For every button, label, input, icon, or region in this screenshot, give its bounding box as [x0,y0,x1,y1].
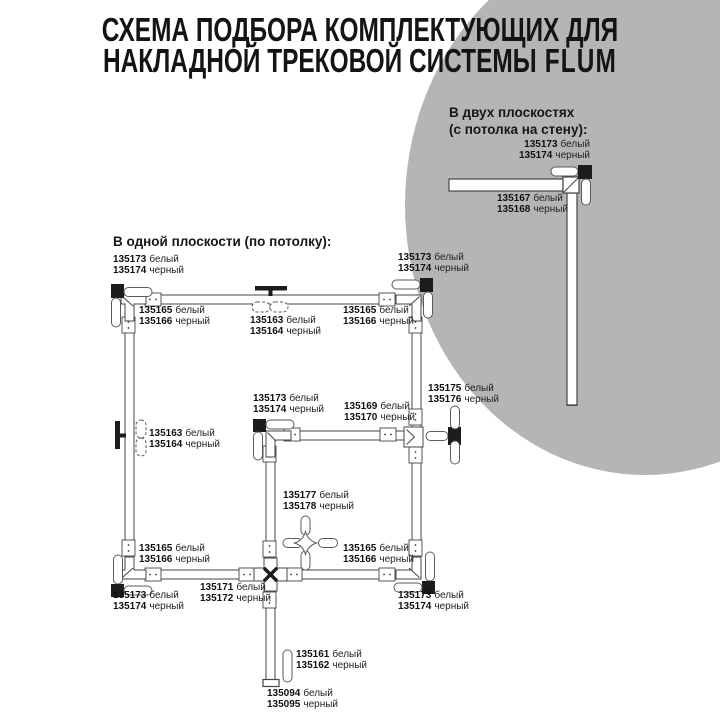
part-color: белый [149,254,179,265]
part-number: 135173 [113,590,147,601]
part-number: 135174 [398,262,432,274]
part-number: 135166 [139,315,173,327]
part-number: 135174 [113,264,147,276]
part-color: черный [434,600,470,612]
part-color: черный [533,203,569,215]
part-number: 135163 [250,315,284,326]
label-bl-corner [139,544,210,565]
label-row [428,395,499,406]
part-color: белый [464,383,494,394]
label-row [113,602,184,613]
heading-one-plane: В одной плоскости (по потолку): [113,234,332,249]
label-2pl-corner [497,194,568,215]
part-number: 135173 [113,254,147,265]
label-end-cap [267,689,338,710]
label-center-flex [253,394,324,415]
part-color: черный [379,553,415,565]
track-horizontal [449,179,563,191]
title-line-1: СХЕМА ПОДБОРА КОМПЛЕКТУЮЩИХ ДЛЯ [101,11,619,48]
part-color: белый [185,428,215,439]
part-number: 135175 [428,383,462,394]
label-row [519,151,590,162]
label-row [113,266,184,277]
track-top [146,295,396,304]
part-color: черный [555,149,590,161]
label-bl-flex [113,591,184,612]
part-color: белый [286,315,316,326]
label-br-flex [398,591,469,612]
part-color: черный [303,698,339,710]
part-color: белый [303,688,333,699]
label-br-corner [343,544,414,565]
part-number: 135163 [149,428,183,439]
label-row [343,317,414,328]
part-number: 135162 [296,659,330,671]
page-title [10,11,710,79]
part-number: 135174 [518,149,553,161]
label-tl-flex [113,255,184,276]
part-number: 135169 [344,401,378,412]
track-end-cap [263,680,279,687]
brand-name: FLUM [544,42,618,79]
label-tl-corner [139,306,210,327]
part-color: черный [380,411,416,423]
part-number: 135164 [149,438,183,450]
part-color: белый [434,252,464,263]
part-number: 135161 [296,649,330,660]
label-row [344,413,415,424]
label-row [296,661,367,672]
part-number: 135173 [398,590,432,601]
part-number: 135173 [398,252,432,263]
straight-connector-left [136,420,146,456]
title-line-2 [101,42,619,79]
part-color: черный [149,600,185,612]
part-color: белый [175,543,205,554]
part-color: черный [286,325,322,337]
part-number: 135166 [139,553,173,565]
part-color: черный [319,500,355,512]
part-color: черный [434,262,470,274]
power-feed-left [115,421,126,449]
part-number: 135166 [343,553,377,565]
part-color: белый [533,193,563,204]
t-joint [404,427,423,447]
label-t-adapter [428,384,499,405]
part-number: 135165 [343,543,377,554]
part-number: 135173 [524,139,558,150]
part-color: белый [434,590,464,601]
label-end-connector [296,650,367,671]
label-row [267,700,338,711]
label-left-connector [149,429,220,450]
label-row [398,602,469,613]
heading-two-planes-line1: В двух плоскостях [449,105,575,120]
part-color: белый [236,582,266,593]
label-2pl-flex-connector [519,140,590,161]
part-number: 135166 [343,315,377,327]
part-color: белый [332,649,362,660]
part-color: белый [175,305,205,316]
part-number: 135174 [113,600,147,612]
label-row [149,440,220,451]
label-row [250,327,321,338]
label-top-connector [250,316,321,337]
part-number: 135165 [343,305,377,316]
label-row [253,405,324,416]
label-row [398,264,469,275]
part-number: 135165 [139,543,173,554]
part-color: черный [236,592,272,604]
part-color: черный [332,659,368,671]
label-row [139,317,210,328]
part-number: 135178 [283,500,317,512]
part-number: 135176 [428,393,462,405]
part-color: черный [175,315,211,327]
part-color: белый [149,590,179,601]
part-color: белый [379,543,409,554]
part-color: черный [289,403,325,415]
title-line-2-text: НАКЛАДНОЙ ТРЕКОВОЙ СИСТЕМЫ [102,42,537,79]
part-color: черный [185,438,221,450]
part-color: белый [319,490,349,501]
part-number: 135177 [283,490,317,501]
part-number: 135095 [267,698,301,710]
label-row [139,555,210,566]
part-number: 135174 [253,403,287,415]
label-cross-connector [200,583,271,604]
label-row [497,205,568,216]
label-row [200,594,271,605]
label-cross-adapter [283,491,354,512]
part-color: белый [289,393,319,404]
track-vertical [567,193,577,405]
label-inner-connector [344,402,415,423]
part-number: 135172 [200,592,234,604]
part-number: 135170 [344,411,378,423]
part-number: 135167 [497,193,531,204]
cross-adapter-piece [283,516,338,570]
heading-two-planes-line2: (с потолка на стену): [449,121,588,137]
one-plane-diagram [111,278,464,687]
part-number: 135094 [267,688,301,699]
t-adapter-piece [426,406,461,464]
label-row [343,555,414,566]
label-tr-corner [343,306,414,327]
part-color: белый [380,401,410,412]
part-number: 135164 [250,325,284,337]
part-number: 135165 [139,305,173,316]
part-color: белый [379,305,409,316]
part-color: белый [560,139,590,150]
track-left [125,317,134,560]
part-number: 135174 [398,600,432,612]
label-tr-flex [398,253,469,274]
part-color: черный [379,315,415,327]
part-color: черный [149,264,185,276]
label-row [283,502,354,513]
part-color: черный [175,553,211,565]
heading-two-planes [449,105,587,138]
part-color: черный [464,393,500,405]
part-number: 135168 [497,203,531,215]
part-number: 135171 [200,582,234,593]
part-number: 135173 [253,393,287,404]
end-connector-piece [283,650,292,682]
